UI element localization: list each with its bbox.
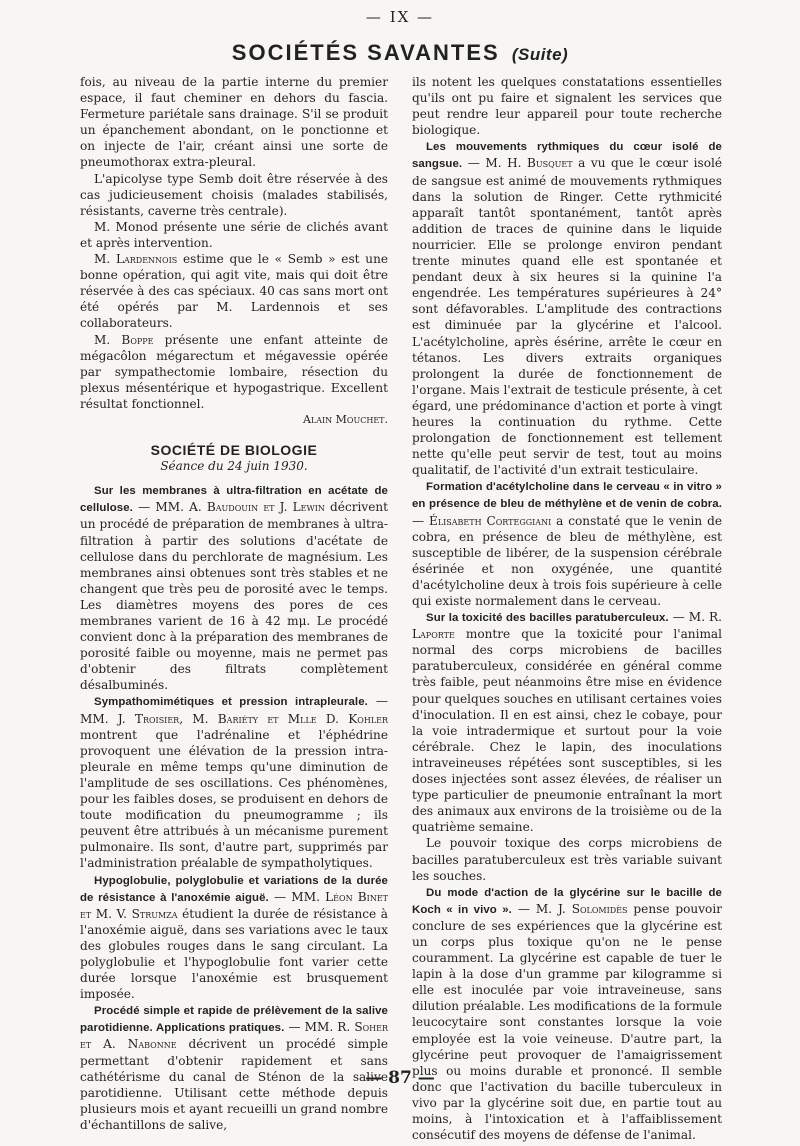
abstract bbox=[80, 482, 388, 693]
section-date: Séance du 24 juin 1930. bbox=[160, 459, 308, 474]
abstract bbox=[80, 872, 388, 1003]
abstract-body: montre que la toxicité pour l'animal normal des corps microbiens de bacilles paratuberculeux, considérée en général comme très faible, peut néanmoins être mise en évidence pour quelques souches en utilisant certaines voies d'inoculation. Il en est ainsi, chez le cobaye, pour la voie intradermique et surtout pour la voie cérébrale. Chez le lapin, des inoculations intraveineuses répétées sont susceptibles, si les doses injectées sont assez élevées, de réaliser un type particulier de pneumonie entraînant la mort des animaux aux environs de la troisième ou de la quatrième semaine. bbox=[412, 627, 722, 835]
page-header bbox=[0, 40, 800, 66]
abstract-authors: — M. R. Laporte bbox=[412, 610, 722, 642]
paragraph: fois, au niveau de la partie interne du premier espace, il faut cheminer en dehors du fascia. Fermeture pariétale sans drainage. S'il se produit un épanchement abondant, on le ponctionne et on injecte de l'air, créant ainsi une sorte de pneumothorax extra-pleural. bbox=[80, 75, 388, 170]
abstract-authors: — MM. R. Soher et A. Nabonne bbox=[80, 1020, 389, 1052]
signature: Alain Mouchet. bbox=[302, 412, 388, 426]
abstract-title: Hypoglobulie, polyglobulie et variations de la durée de résistance à l'anoxémie aiguë. bbox=[80, 874, 388, 904]
abstract-title: Formation d'acétylcholine dans le cerveau « in vitro » en présence de bleu de méthylène et de venin de cobra. bbox=[412, 481, 722, 511]
abstract-authors: — Élisabeth Corteggiani bbox=[412, 513, 552, 528]
abstract-body: étudient la durée de résistance à l'anoxémie aiguë, dans ses variations avec le taux des globules rouges dans le sang circulant. La polyglobulie et l'hypoglobulie font varier cette durée lorsque l'anoxémie est brusquement imposée. bbox=[80, 906, 388, 1002]
paragraph: M. Monod présente une série de clichés avant et après intervention. bbox=[80, 219, 388, 250]
header-title: SOCIÉTÉS SAVANTES bbox=[231, 40, 500, 65]
abstract bbox=[412, 609, 722, 835]
paragraph: Le pouvoir toxique des corps microbiens de bacilles paratuberculeux est très variable suivant les souches. bbox=[412, 836, 722, 883]
abstract-body: montrent que l'adrénaline et l'éphédrine provoquent une élévation de la pression intra-pleurale en même temps qu'une diminution de l'amplitude de ses oscillations. Ces phénomènes, pour les faibles doses, se produisent en dehors de toute modification du pneumogramme ; ils peuvent être attribués à un mécanisme purement pulmonaire. Ils sont, d'autre part, supprimés par l'administration préalable de sympatholytiques. bbox=[80, 727, 388, 871]
roman-folio: — IX — bbox=[365, 8, 435, 26]
abstract-body: a vu que le cœur isolé de sangsue est animé de mouvements rythmiques dans la solution de Ringer. Cette rythmicité apparaît tantôt spontanément, tantôt après addition de traces de quinine dans le liquide nourricier. Elle se prolonge environ pendant trente minutes quand elle est spontanée et pendant deux à six heures si la quinine l'a engendrée. Les températures supérieures à 24° sont défavorables. L'amplitude des contractions est diminuée par la glycérine et l'alcool. L'acétylcholine, après ésérine, arrête le cœur en tétanos. Les divers extraits organiques prolongent la durée de fonctionnement de l'organe. Mais l'extrait de testicule présente, à cet égard, une prédominance d'action et porte à vingt heures la continuation du rythme. Cette prolongation de fonctionnement est tellement nette qu'elle peut servir de test, tout au moins qualitatif, de l'activité d'un extrait testiculaire. bbox=[412, 156, 722, 478]
abstract-title: Sur la toxicité des bacilles paratuberculeux. bbox=[426, 612, 669, 625]
abstract bbox=[412, 478, 722, 609]
header-suite: (Suite) bbox=[511, 45, 569, 64]
abstract-authors: — M. J. Solomidès bbox=[511, 901, 628, 916]
right-column bbox=[412, 74, 722, 1143]
abstract-body: décrivent un procédé simple permettant d'obtenir rapidement et sans cathétérisme du canal de Sténon de la salive parotidienne. Utilisant cette méthode depuis plusieurs mois et ayant recueilli un grand nombre d'échantillons de salive, bbox=[80, 1037, 388, 1132]
page-number: — 87 — bbox=[365, 1068, 435, 1088]
abstract-title: Procédé simple et rapide de prélèvement de la salive parotidienne. Applications pratiques. bbox=[80, 1005, 388, 1035]
abstract bbox=[412, 138, 722, 478]
abstract-title: Les mouvements rythmiques du cœur isolé de sangsue. bbox=[412, 141, 722, 171]
abstract-authors: — MM. J. Troisier, M. Bariéty et Mlle D. Kohler bbox=[80, 694, 388, 726]
left-column bbox=[80, 74, 389, 1132]
author-name: M. Lardennois bbox=[94, 252, 178, 267]
author-name: M. Boppe bbox=[94, 332, 154, 347]
abstract-authors: — MM. A. Baudouin et J. Lewin bbox=[132, 500, 325, 515]
abstract-title: Sympathomimétiques et pression intrapleurale. bbox=[94, 696, 368, 709]
abstract-body: décrivent un procédé de préparation de membranes à ultra-filtration à partir des solutions d'acétate de cellulose dans du perchlorate de magnésium. Les membranes ainsi obtenues sont très stables et ne changent que très peu de porosité avec le temps. Les diamètres moyens des pores de ces membranes varient de 16 à 42 mμ. Le procédé convient donc à la préparation des membranes de porosité faible ou moyenne, mais ne permet pas d'obtenir des filtrats complètement désalbuminés. bbox=[80, 500, 389, 693]
abstract-body: pense pouvoir conclure de ses expériences que la glycérine est un corps plus toxique qu'on ne le pense couramment. La glycérine est capable de tuer le lapin à la dose d'un gramme par kilogramme si elle est inoculée par voie intraveineuse, sans dilution préalable. Les modifications de la formule leucocytaire sont constantes lorsque la voie employée est la voie veineuse. D'autre part, la glycérine peut provoquer de l'amaigrissement plus ou moins durable et prononcé. Il semble donc que l'activation du bacille tuberculeux in vivo par la glycérine soit due, en partie tout au moins, à l'intoxication et à l'affaiblissement consécutif des moyens de défense de l'animal. bbox=[412, 901, 722, 1143]
section-title: SOCIÉTÉ DE BIOLOGIE bbox=[150, 442, 318, 459]
paragraph: ils notent les quelques constatations essentielles qu'ils ont pu faire et signalent les services que peut rendre leur appareil pour toute recherche biologique. bbox=[412, 75, 722, 138]
abstract-authors: — MM. Léon Binet et M. V. Strumza bbox=[80, 889, 389, 921]
paragraph: L'apicolyse type Semb doit être réservée à des cas judicieusement choisis (malades stabilisés, résistants, caverne très centrale). bbox=[80, 171, 388, 218]
paragraph-text: estime que le « Semb » est une bonne opération, qui agit vite, mais qui doit être réservée à des cas spéciaux. 40 cas sans mort ont été opérés par M. Lardennois et ses collaborateurs. bbox=[80, 252, 389, 331]
paragraph-text: présente une enfant atteinte de mégacôlon mégarectum et mégavessie opérée par sympathectomie lombaire, résection du plexus mésentérique et hypogastrique. Excellent résultat fonctionnel. bbox=[80, 332, 389, 411]
abstract bbox=[80, 693, 388, 871]
abstract-authors: — M. H. Busquet bbox=[462, 156, 573, 171]
abstract-title: Du mode d'action de la glycérine sur le bacille de Koch « in vivo ». bbox=[412, 886, 722, 916]
abstract-body: a constaté que le venin de cobra, en présence de bleu de méthylène, est susceptible de libérer, de la suspension cérébrale ésérinée et non oxygénée, une quantité d'acétylcholine deux à trois fois supérieure à celle qui existe normalement dans le cerveau. bbox=[412, 513, 722, 608]
paragraph bbox=[80, 332, 388, 412]
abstract bbox=[412, 884, 722, 1144]
paragraph bbox=[80, 251, 388, 331]
abstract-title: Sur les membranes à ultra-filtration en acétate de cellulose. bbox=[80, 485, 388, 515]
